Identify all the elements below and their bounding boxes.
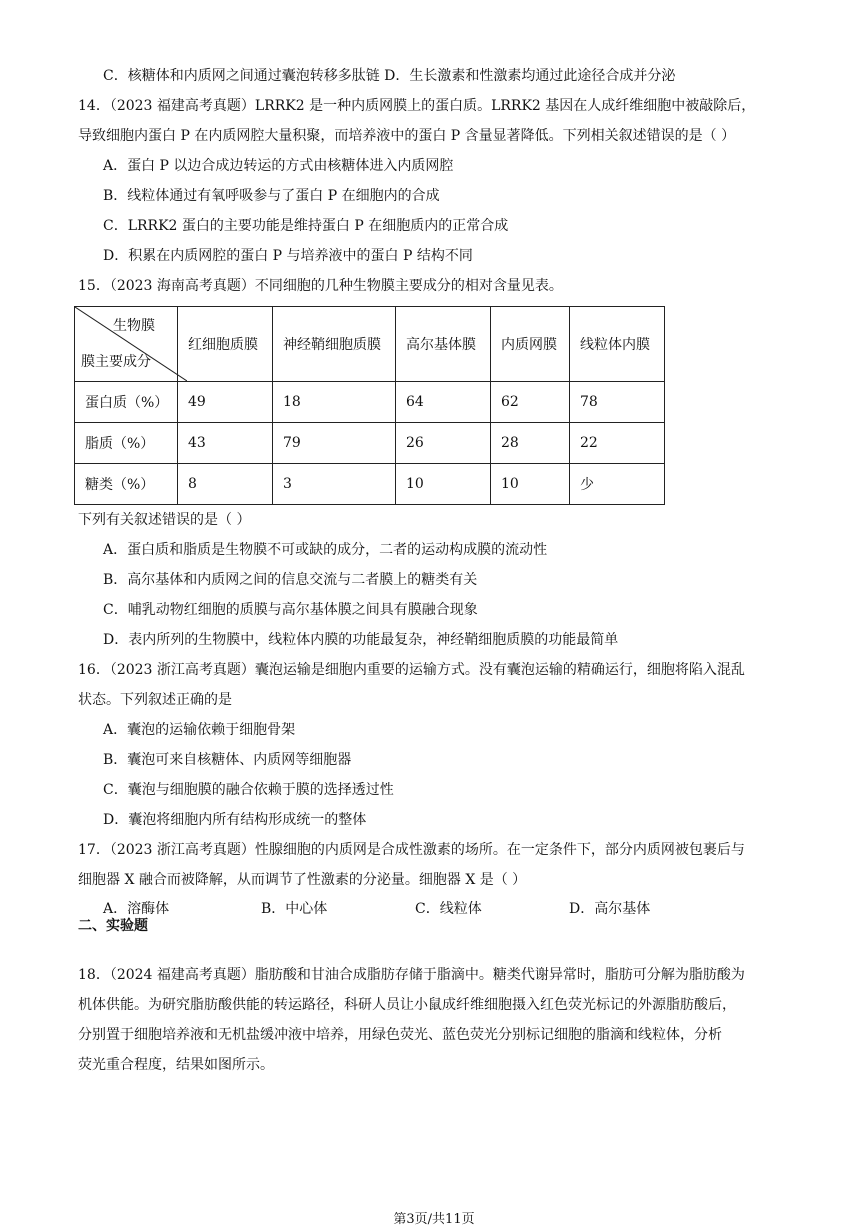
table-cell: 18 [273, 382, 396, 423]
column-header: 线粒体内膜 [570, 307, 665, 382]
table-cell: 78 [570, 382, 665, 423]
q15-question: 下列有关叙述错误的是（ ） [78, 512, 251, 528]
q18-stem-line3: 分别置于细胞培养液和无机盐缓冲液中培养，用绿色荧光、蓝色荧光分别标记细胞的脂滴和线粒体，分析 [78, 1027, 722, 1043]
q17-options [103, 898, 650, 918]
column-header: 红细胞质膜 [178, 307, 273, 382]
corner-label-top: 生物膜 [113, 318, 155, 334]
table-cell: 少 [570, 464, 665, 505]
table-cell: 10 [491, 464, 570, 505]
table-cell: 28 [491, 423, 570, 464]
q15-option-c: C．哺乳动物红细胞的质膜与高尔基体膜之间具有膜融合现象 [103, 602, 478, 618]
column-header: 内质网膜 [491, 307, 570, 382]
q15-option-b: B．高尔基体和内质网之间的信息交流与二者膜上的糖类有关 [103, 572, 478, 588]
table-cell: 62 [491, 382, 570, 423]
corner-label-bottom: 膜主要成分 [81, 354, 151, 370]
table-cell: 3 [273, 464, 396, 505]
column-header: 高尔基体膜 [396, 307, 491, 382]
q13-option-cd: C．核糖体和内质网之间通过囊泡转移多肽链 D．生长激素和性激素均通过此途径合成并分泌 [103, 68, 676, 84]
q14-stem-line1: 14．（2023 福建高考真题）LRRK2 是一种内质网膜上的蛋白质。LRRK2 基因在人成纤维细胞中被敲除后， [78, 98, 756, 114]
q16-stem-line1: 16．（2023 浙江高考真题）囊泡运输是细胞内重要的运输方式。没有囊泡运输的精确运行，细胞将陷入混乱 [78, 662, 745, 678]
q17-option-a: A．溶酶体 [103, 901, 170, 917]
table-cell: 64 [396, 382, 491, 423]
q14-option-a: A．蛋白 P 以边合成边转运的方式由核糖体进入内质网腔 [103, 158, 454, 174]
q14-option-b: B．线粒体通过有氧呼吸参与了蛋白 P 在细胞内的合成 [103, 188, 440, 204]
q16-stem-line2: 状态。下列叙述正确的是 [78, 692, 232, 708]
q16-option-a: A．囊泡的运输依赖于细胞骨架 [103, 722, 296, 738]
q18-stem-line4: 荧光重合程度，结果如图所示。 [78, 1057, 274, 1073]
q16-option-c: C．囊泡与细胞膜的融合依赖于膜的选择透过性 [103, 782, 394, 798]
q14-option-d: D．积累在内质网腔的蛋白 P 与培养液中的蛋白 P 结构不同 [103, 248, 473, 264]
q17-option-b: B．中心体 [261, 901, 328, 917]
table-row [75, 464, 665, 505]
table-cell: 10 [396, 464, 491, 505]
row-label: 脂质（%） [75, 423, 178, 464]
table-cell: 8 [178, 464, 273, 505]
table-corner-cell [75, 307, 178, 382]
q17-option-c: C．线粒体 [415, 901, 482, 917]
table-row [75, 423, 665, 464]
table-cell: 43 [178, 423, 273, 464]
q15-option-d: D．表内所列的生物膜中，线粒体内膜的功能最复杂，神经鞘细胞质膜的功能最简单 [103, 632, 619, 648]
q18-stem-line2: 机体供能。为研究脂肪酸供能的转运路径，科研人员让小鼠成纤维细胞摄入红色荧光标记的外源脂肪酸后， [78, 997, 736, 1013]
q17-option-d: D．高尔基体 [569, 901, 651, 917]
table-header-row [75, 307, 665, 382]
section-heading: 二、实验题 [78, 918, 148, 934]
q16-option-b: B．囊泡可来自核糖体、内质网等细胞器 [103, 752, 352, 768]
q17-stem-line1: 17．（2023 浙江高考真题）性腺细胞的内质网是合成性激素的场所。在一定条件下，部分内质网被包裹后与 [78, 842, 745, 858]
q16-option-d: D．囊泡将细胞内所有结构形成统一的整体 [103, 812, 367, 828]
q14-stem-line2: 导致细胞内蛋白 P 在内质网腔大量积聚，而培养液中的蛋白 P 含量显著降低。下列相关叙述错误的是（ ） [78, 128, 736, 144]
table-cell: 26 [396, 423, 491, 464]
row-label: 糖类（%） [75, 464, 178, 505]
q15-stem: 15．（2023 海南高考真题）不同细胞的几种生物膜主要成分的相对含量见表。 [78, 278, 563, 294]
column-header: 神经鞘细胞质膜 [273, 307, 396, 382]
q18-stem-line1: 18．（2024 福建高考真题）脂肪酸和甘油合成脂肪存储于脂滴中。糖类代谢异常时，脂肪可分解为脂肪酸为 [78, 967, 745, 983]
page-footer: 第3页/共11页 [393, 1212, 475, 1227]
membrane-composition-table [74, 306, 665, 505]
table-cell: 49 [178, 382, 273, 423]
q14-option-c: C．LRRK2 蛋白的主要功能是维持蛋白 P 在细胞质内的正常合成 [103, 218, 509, 234]
table-row [75, 382, 665, 423]
table-cell: 22 [570, 423, 665, 464]
row-label: 蛋白质（%） [75, 382, 178, 423]
q15-option-a: A．蛋白质和脂质是生物膜不可或缺的成分，二者的运动构成膜的流动性 [103, 542, 548, 558]
q17-stem-line2: 细胞器 X 融合而被降解，从而调节了性激素的分泌量。细胞器 X 是（ ） [78, 872, 527, 888]
table-cell: 79 [273, 423, 396, 464]
